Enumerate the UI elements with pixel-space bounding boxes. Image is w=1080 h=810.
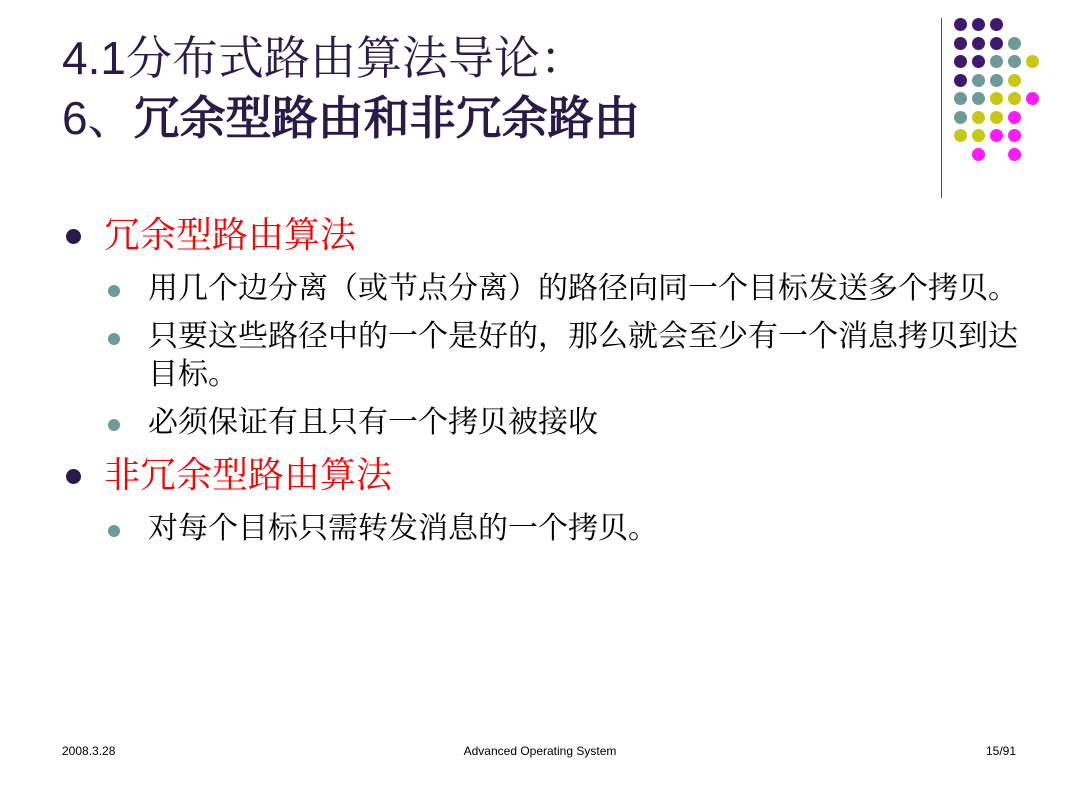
sub-bullet-text: 用几个边分离（或节点分离）的路径向同一个目标发送多个拷贝。 [148,271,1018,306]
decorative-dot [972,74,985,87]
decorative-dot [990,111,1003,124]
sub-bullet-item [0,318,1018,394]
bullet-dot-icon [66,469,81,484]
decorative-dot [1008,111,1021,124]
decorative-dot [972,129,985,142]
title-section-number: 4.1 [62,32,126,84]
decorative-dot [990,55,1003,68]
decorative-dot-grid [0,0,1080,200]
bullet-heading [0,212,1080,260]
decorative-dot [954,74,967,87]
bullet-heading [0,452,1080,500]
decorative-dot [990,92,1003,105]
decorative-dot [972,55,985,68]
decorative-dot [1008,92,1021,105]
title-topic-text: 冗余型路由和非冗余路由 [133,91,640,145]
bullet-heading-text: 非冗余型路由算法 [104,455,393,496]
sub-bullet-text: 对每个目标只需转发消息的一个拷贝。 [148,511,658,546]
decorative-dot [954,92,967,105]
sub-bullet-item [0,510,1018,548]
sub-bullet-text: 必须保证有且只有一个拷贝被接收 [148,405,598,440]
sub-bullet-dot-icon [108,285,120,297]
decorative-dot [1008,129,1021,142]
bullet-dot-icon [66,229,81,244]
decorative-dot [990,18,1003,31]
footer-date: 2008.3.28 [62,744,116,758]
bullet-heading-text: 冗余型路由算法 [104,215,357,256]
decorative-dot [972,148,985,161]
decorative-dot [1026,55,1039,68]
decorative-dot [954,18,967,31]
sub-bullet-item [0,404,1018,442]
decorative-dot [972,111,985,124]
decorative-dot [1008,37,1021,50]
decorative-dot [1008,148,1021,161]
decorative-dot [972,18,985,31]
bullet-list [0,212,1080,558]
decorative-dot [954,111,967,124]
decorative-dot [954,129,967,142]
decorative-dot [990,74,1003,87]
decorative-dot [1008,74,1021,87]
decorative-dot [972,92,985,105]
footer-page-number: 15/91 [985,744,1016,758]
sub-bullet-dot-icon [108,525,120,537]
footer-course-title: Advanced Operating System [463,744,617,758]
decorative-dot [990,37,1003,50]
decorative-dot [954,37,967,50]
sub-bullet-dot-icon [108,333,120,345]
title-section-text: 分布式路由算法导论： [125,31,586,85]
sub-bullet-item [0,270,1018,308]
sub-bullet-dot-icon [108,419,120,431]
decorative-dot [1026,92,1039,105]
title-topic-number: 6、 [62,92,134,144]
sub-bullet-text: 只要这些路径中的一个是好的，那么就会至少有一个消息拷贝到达目标。 [148,319,1018,392]
decorative-dot [990,129,1003,142]
decorative-dot [954,55,967,68]
decorative-dot [972,37,985,50]
decorative-dot [1008,55,1021,68]
